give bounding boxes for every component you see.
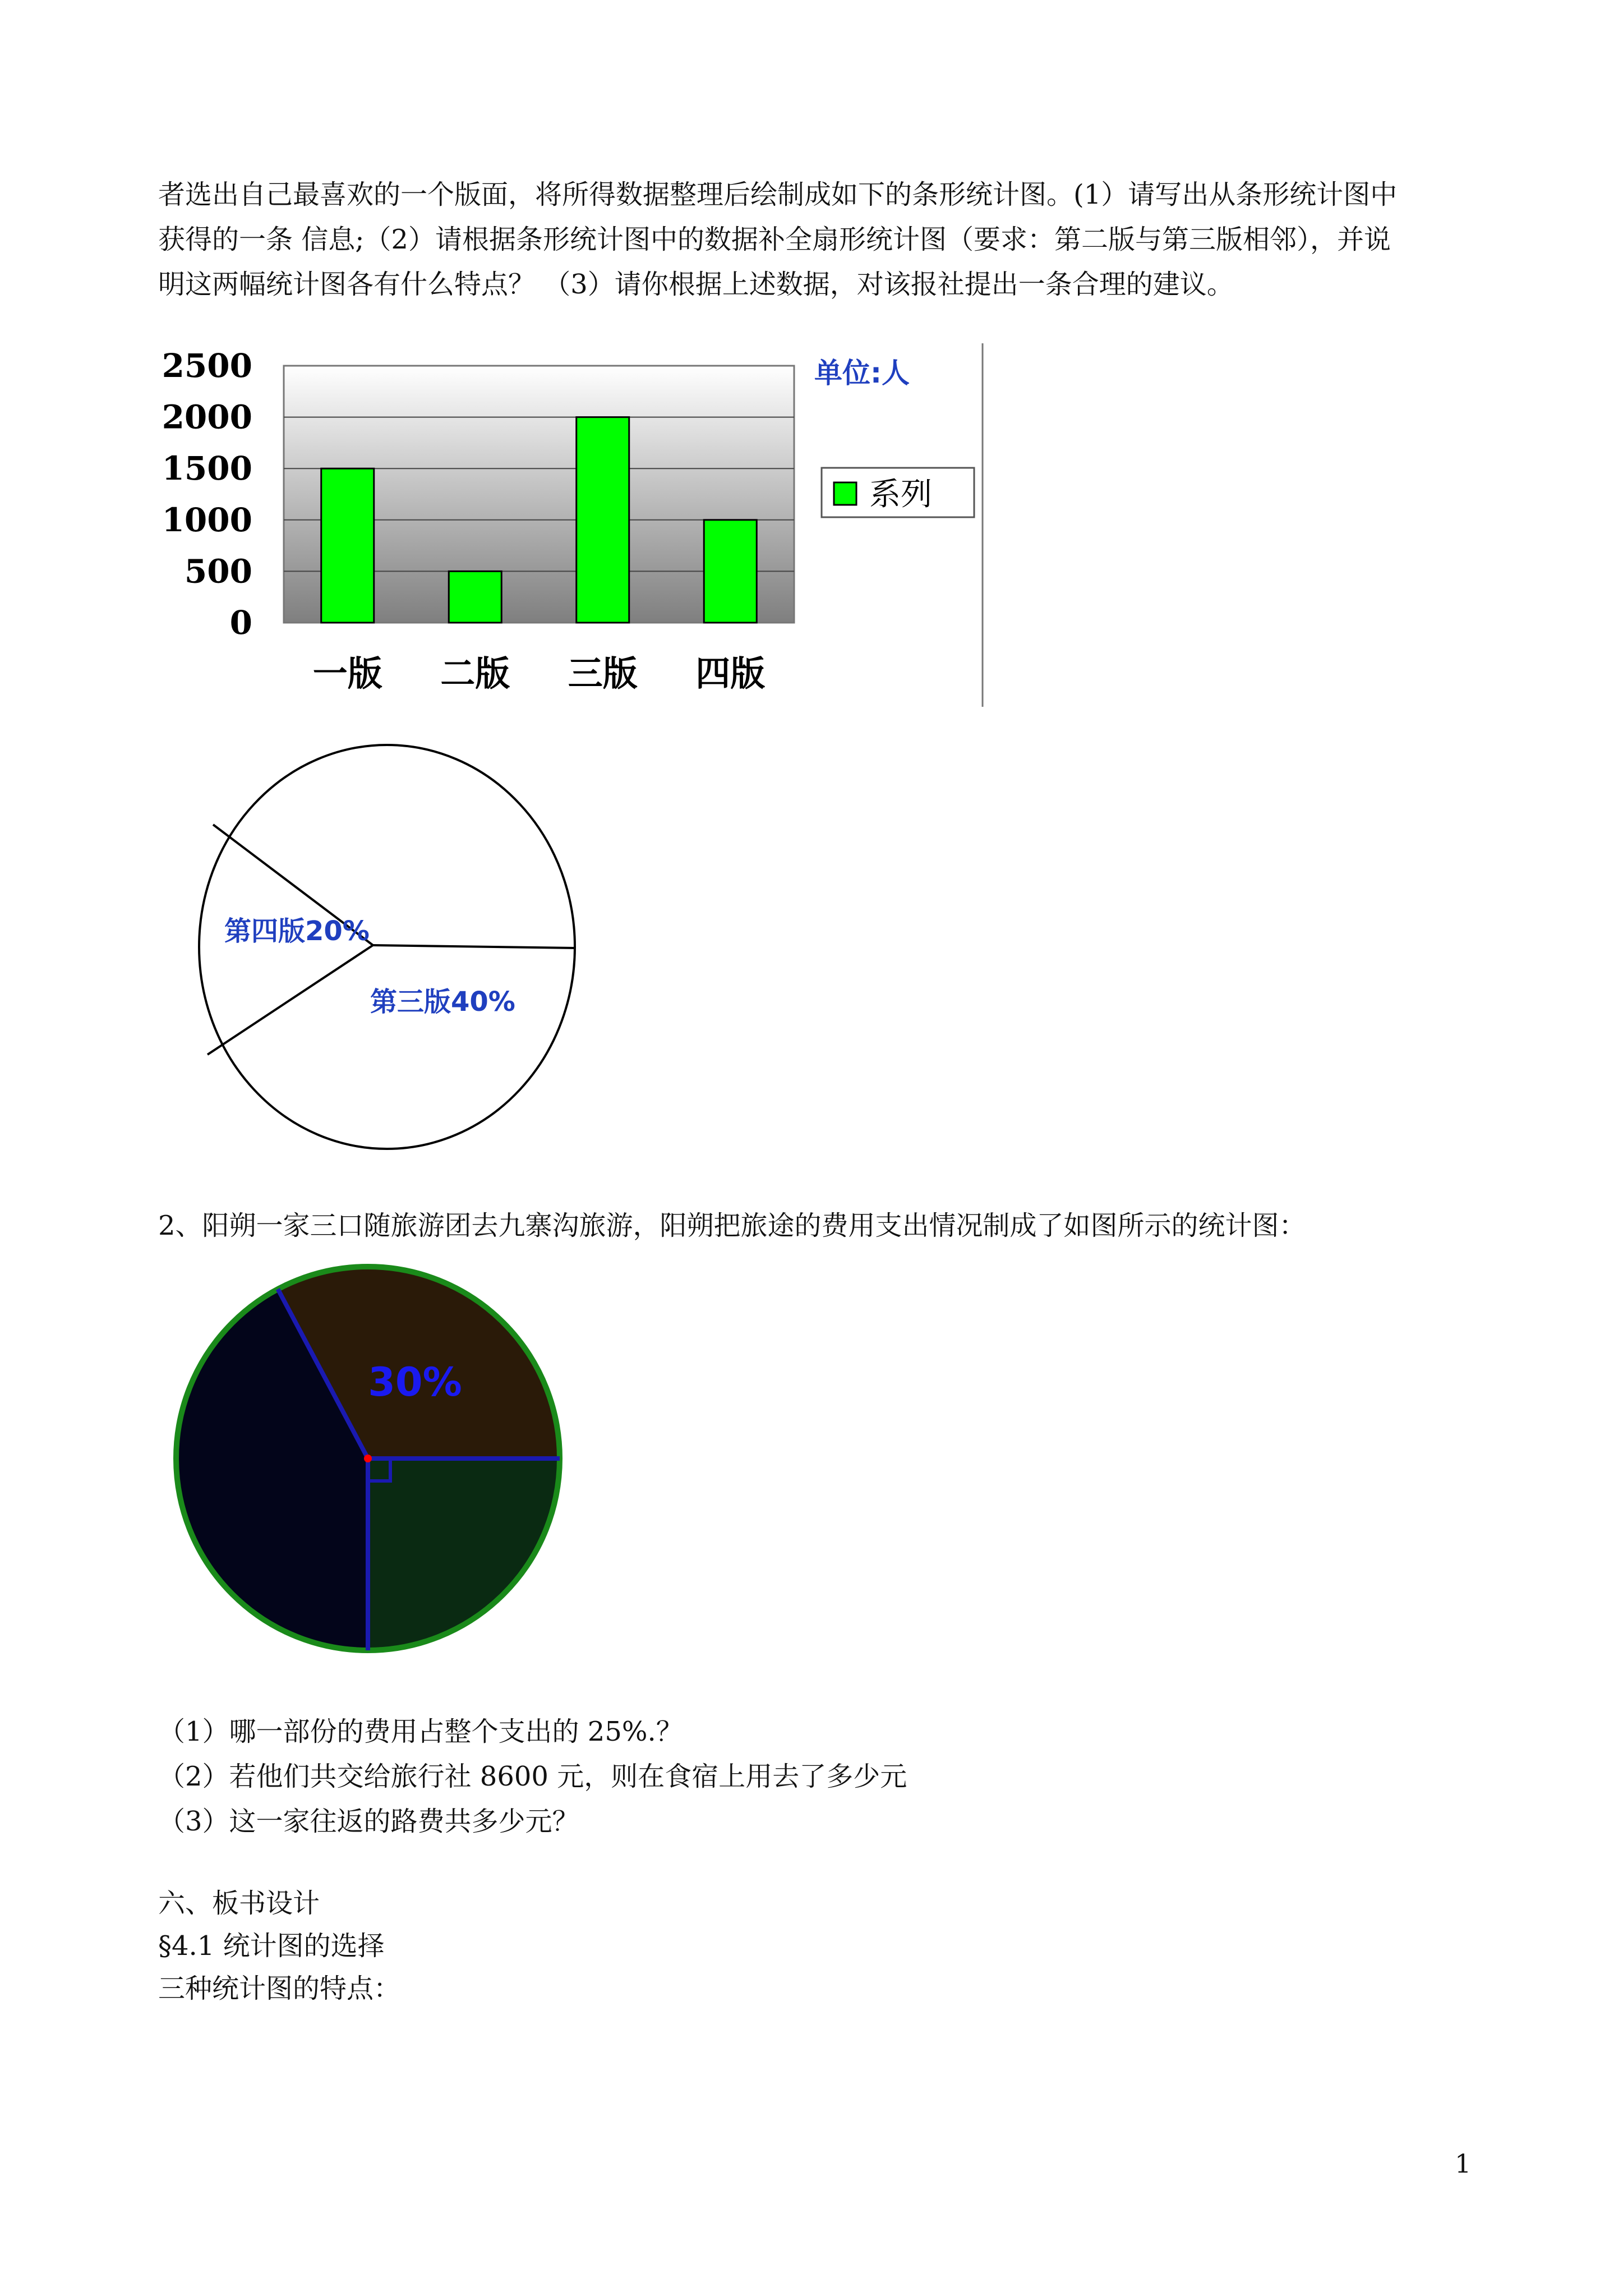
intro-line-2: 获得的一条 信息;（2）请根据条形统计图中的数据补全扇形统计图（要求：第二版与第三版相邻），并说 <box>158 224 1391 255</box>
y-tick-label: 2500 <box>162 347 252 385</box>
intro-line-1: 者选出自己最喜欢的一个版面，将所得数据整理后绘制成如下的条形统计图。(1）请写出从条形统计图中 <box>158 179 1398 210</box>
y-tick-label: 1500 <box>162 449 252 488</box>
y-tick-label: 2000 <box>162 398 252 436</box>
intro-line-3: 明这两幅统计图各有什么特点？ （3）请你根据上述数据，对该报社提出一条合理的建议。 <box>158 269 1234 300</box>
q2-intro: 2、阳朔一家三口随旅游团去九寨沟旅游，阳朔把旅途的费用支出情况制成了如图所示的统计图： <box>158 1210 1306 1241</box>
legend-label: 系列 <box>869 476 932 513</box>
slice-label-4: 第四版20% <box>224 915 370 947</box>
y-tick-label: 1000 <box>162 500 252 539</box>
slice-percent-label: 30% <box>368 1359 462 1405</box>
q2-sub-1: （1）哪一部份的费用占整个支出的 25%.？ <box>158 1716 683 1747</box>
center-dot <box>364 1455 372 1462</box>
x-tick-label: 三版 <box>568 653 638 694</box>
x-tick-label: 一版 <box>312 653 382 694</box>
x-tick-label: 四版 <box>695 653 766 694</box>
q2-sub-2: （2）若他们共交给旅行社 8600 元，则在食宿上用去了多少元 <box>158 1761 907 1792</box>
y-tick-label: 500 <box>184 552 252 591</box>
unit-label: 单位:人 <box>814 357 910 389</box>
section-line: 三种统计图的特点： <box>158 1973 401 2004</box>
x-tick-label: 二版 <box>440 653 510 694</box>
section-subheading: §4.1 统计图的选择 <box>158 1930 385 1962</box>
page-number: 1 <box>1455 2148 1472 2179</box>
slice-label-3: 第三版40% <box>370 986 515 1018</box>
section-heading: 六、板书设计 <box>158 1888 320 1919</box>
y-tick-label: 0 <box>229 604 252 642</box>
q2-sub-3: （3）这一家往返的路费共多少元？ <box>158 1806 579 1837</box>
